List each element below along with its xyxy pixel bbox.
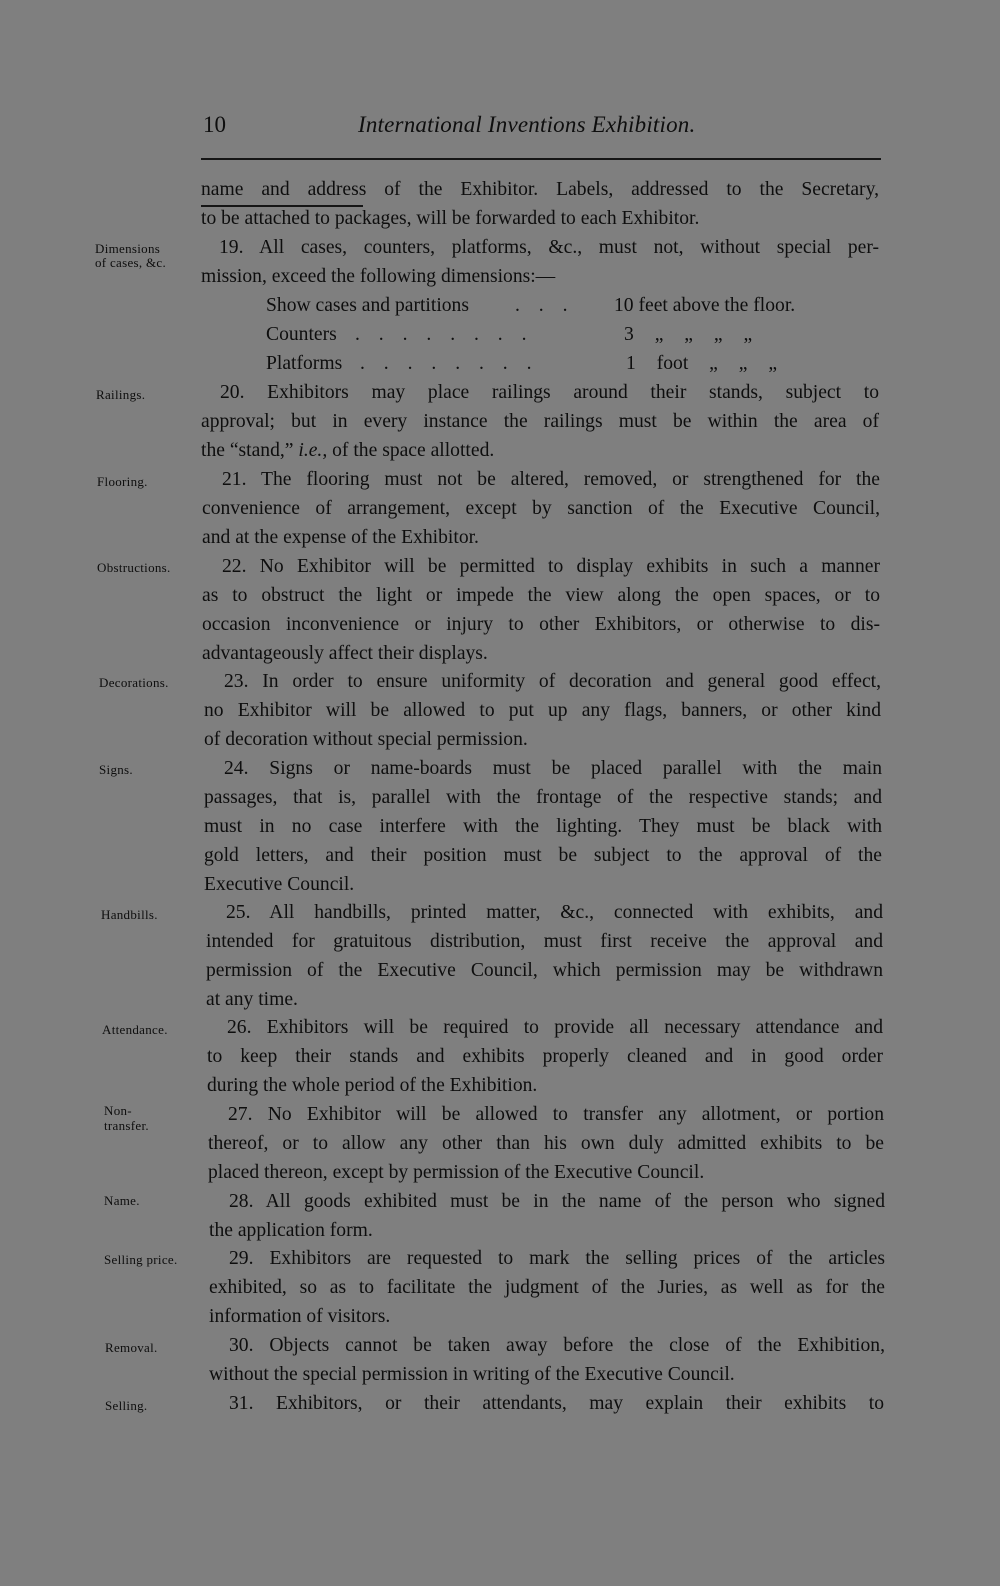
dimensions-row — [0, 323, 1000, 347]
text-line: and at the expense of the Exhibitor. — [202, 527, 479, 548]
dimension-value: 1 foot „ „ „ — [626, 353, 778, 374]
dimension-item: Show cases and partitions — [266, 295, 469, 316]
text-line: permission of the Executive Council, which permission may be withdrawn — [206, 960, 883, 981]
rule-21-text: 21. The flooring must not be altered, removed, or strengthened for the — [222, 469, 880, 490]
rule-20-text: 20. Exhibitors may place railings around their stands, subject to — [220, 382, 879, 403]
text-line: convenience of arrangement, except by sanction of the Executive Council, — [202, 498, 880, 519]
side-note-removal: Removal. — [105, 1340, 158, 1355]
dot-leader: . . . — [515, 295, 575, 316]
rule-19-text: 19. All cases, counters, platforms, &c., must not, without special per- — [219, 237, 879, 258]
page-header — [0, 112, 1000, 146]
running-title: International Inventions Exhibition. — [358, 112, 696, 137]
header-rule — [201, 158, 881, 160]
text-line: at any time. — [206, 989, 298, 1010]
side-note-non-transfer: Non- — [104, 1103, 132, 1118]
dimension-value: 10 feet above the floor. — [614, 295, 796, 316]
rule-27-text: 27. No Exhibitor will be allowed to transfer any allotment, or portion — [228, 1104, 884, 1125]
text-line: as to obstruct the light or impede the view along the open spaces, or to — [202, 585, 880, 606]
side-note-dimensions: Dimensions — [95, 241, 161, 256]
text-line: the application form. — [209, 1220, 373, 1241]
text-run: the “stand,” — [201, 440, 299, 461]
side-note-railings: Railings. — [96, 387, 146, 402]
page-number: 10 — [203, 112, 226, 137]
rule-24-text: 24. Signs or name-boards must be placed parallel with the main — [224, 758, 882, 779]
rule-28-text: 28. All goods exhibited must be in the name of the person who signed — [229, 1191, 885, 1212]
rule-25-text: 25. All handbills, printed matter, &c., connected with exhibits, and — [226, 902, 883, 923]
rule-31-text: 31. Exhibitors, or their attendants, may explain their exhibits to — [229, 1393, 884, 1414]
text-line: during the whole period of the Exhibition. — [207, 1075, 538, 1096]
dimensions-row — [0, 294, 1000, 318]
text-line: advantageously affect their displays. — [202, 643, 488, 664]
text-line: exhibited, so as to facilitate the judgment of the Juries, as well as for the — [209, 1277, 885, 1298]
side-note-decorations: Decorations. — [99, 675, 169, 690]
text-line: placed thereon, except by permission of the Executive Council. — [208, 1162, 705, 1183]
text-line: to be attached to packages, will be forwarded to each Exhibitor. — [201, 208, 700, 229]
side-note-selling-price: Selling price. — [104, 1252, 178, 1267]
text-line: of decoration without special permission. — [204, 729, 528, 750]
rule-22-text: 22. No Exhibitor will be permitted to display exhibits in such a manner — [222, 556, 880, 577]
side-note-non-transfer: transfer. — [104, 1118, 149, 1133]
text-line: gold letters, and their position must be subject to the approval of the — [204, 845, 882, 866]
rule-29-text: 29. Exhibitors are requested to mark the selling prices of the articles — [229, 1248, 885, 1269]
dimensions-row — [0, 352, 1000, 376]
side-note-attendance: Attendance. — [102, 1022, 168, 1037]
text-line: mission, exceed the following dimensions:— — [201, 266, 556, 287]
text-line: must in no case interfere with the lighting. They must be black with — [204, 816, 882, 837]
text-line: Executive Council. — [204, 874, 355, 895]
dimension-value: 3 „ „ „ „ — [624, 324, 753, 345]
side-note-selling: Selling. — [105, 1398, 148, 1413]
side-note-flooring: Flooring. — [97, 474, 148, 489]
text-line: occasion inconvenience or injury to other Exhibitors, or otherwise to dis- — [202, 614, 880, 635]
text-line: passages, that is, parallel with the frontage of the respective stands; and — [204, 787, 882, 808]
text-run: of the space allotted. — [327, 440, 495, 461]
side-note-signs: Signs. — [99, 762, 133, 777]
text-line: without the special permission in writing of the Executive Council. — [209, 1364, 735, 1385]
dot-leader: . . . . . . . . — [355, 324, 534, 345]
italic-abbrev: i.e., — [298, 440, 328, 461]
side-note-handbills: Handbills. — [101, 907, 158, 922]
text-line: to keep their stands and exhibits properly cleaned and in good order — [207, 1046, 883, 1067]
rule-23-text: 23. In order to ensure uniformity of decoration and general good effect, — [224, 671, 881, 692]
rule-30-text: 30. Objects cannot be taken away before the close of the Exhibition, — [229, 1335, 885, 1356]
dot-leader: . . . . . . . . — [360, 353, 539, 374]
text-line — [201, 439, 494, 463]
side-note-name: Name. — [104, 1193, 140, 1208]
text-line: approval; but in every instance the railings must be within the area of — [201, 411, 879, 432]
dimension-item: Platforms — [266, 353, 343, 374]
text-line: name and address of the Exhibitor. Labels, addressed to the Secretary, — [201, 179, 879, 200]
text-line: intended for gratuitous distribution, must first receive the approval and — [206, 931, 883, 952]
side-note-obstructions: Obstructions. — [97, 560, 171, 575]
side-note-dimensions: of cases, &c. — [95, 255, 167, 270]
text-line: thereof, or to allow any other than his own duly admitted exhibits to be — [208, 1133, 884, 1154]
dimension-item: Counters — [266, 324, 337, 345]
text-line: no Exhibitor will be allowed to put up any flags, banners, or other kind — [204, 700, 881, 721]
text-line: information of visitors. — [209, 1306, 391, 1327]
rule-26-text: 26. Exhibitors will be required to provide all necessary attendance and — [227, 1017, 883, 1038]
